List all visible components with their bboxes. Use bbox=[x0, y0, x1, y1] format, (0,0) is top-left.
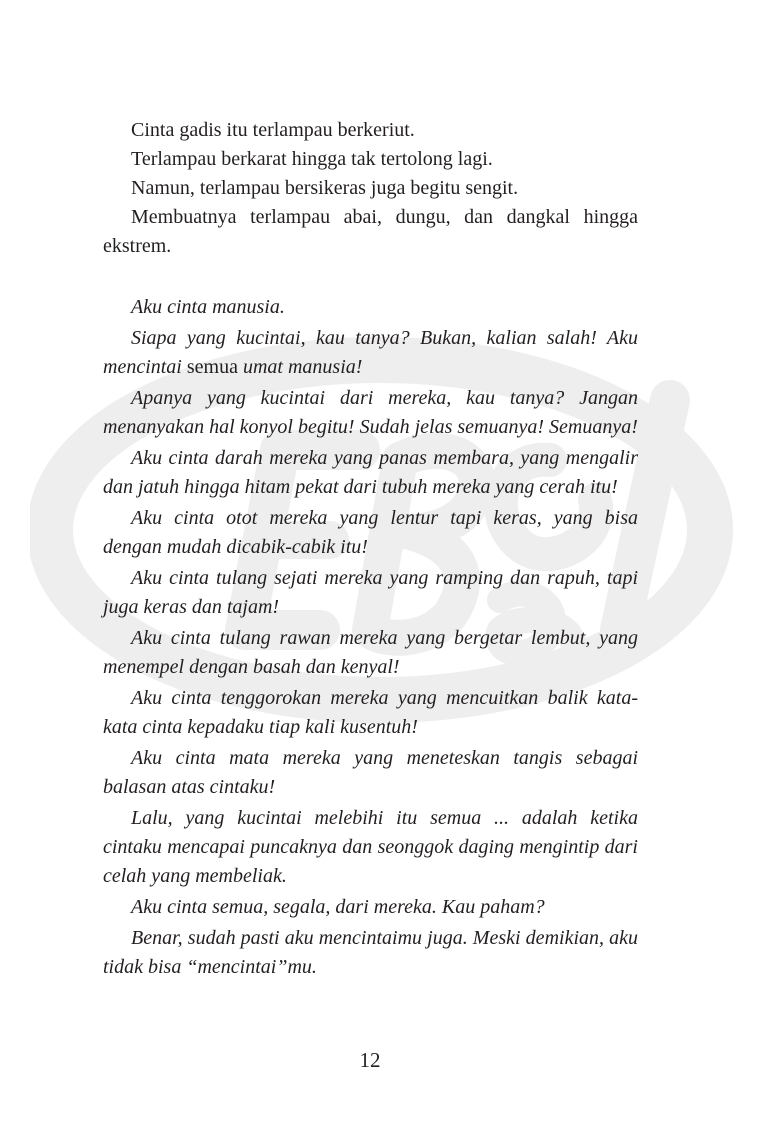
monologue-paragraph: Aku cinta manusia. bbox=[131, 296, 285, 318]
intro-paragraph: Namun, terlampau bersikeras juga begitu sengit. bbox=[131, 177, 519, 199]
monologue-paragraph: Aku cinta otot mereka yang lentur tapi keras, yang bisa dengan mudah dicabik-cabik itu! bbox=[103, 507, 638, 558]
monologue-upright-word: semua bbox=[181, 356, 243, 378]
intro-paragraph: Membuatnya terlampau abai, dungu, dan dangkal hingga ekstrem. bbox=[103, 206, 638, 257]
monologue-paragraph: Aku cinta semua, segala, dari mereka. Kau paham? bbox=[131, 896, 545, 918]
monologue-paragraph: Aku cinta mata mereka yang meneteskan tangis sebagai balasan atas cintaku! bbox=[103, 747, 638, 798]
monologue-paragraph: Benar, sudah pasti aku mencintaimu juga. Meski demikian, aku tidak bisa “mencintai”mu. bbox=[103, 927, 638, 978]
monologue-paragraph: Aku cinta tenggorokan mereka yang mencuitkan balik kata-kata cinta kepadaku tiap kali kusentuh! bbox=[103, 687, 638, 738]
intro-section bbox=[103, 116, 638, 261]
monologue-paragraph bbox=[103, 324, 638, 382]
intro-paragraph: Terlampau berkarat hingga tak tertolong lagi. bbox=[131, 148, 493, 170]
monologue-paragraph: Aku cinta darah mereka yang panas membara, yang mengalir dan jatuh hingga hitam pekat dari tubuh mereka yang cerah itu! bbox=[103, 447, 638, 498]
monologue-text: umat manusia! bbox=[242, 356, 363, 378]
monologue-paragraph: Aku cinta tulang rawan mereka yang bergetar lembut, yang menempel dengan basah dan kenyal! bbox=[103, 627, 638, 678]
intro-paragraph: Cinta gadis itu terlampau berkeriut. bbox=[131, 119, 415, 141]
page-number: 12 bbox=[359, 1048, 381, 1072]
monologue-paragraph: Lalu, yang kucintai melebihi itu semua ... adalah ketika cintaku mencapai puncaknya dan seonggok daging mengintip dari celah yang membeliak. bbox=[103, 807, 638, 887]
monologue-paragraph: Apanya yang kucintai dari mereka, kau tanya? Jangan menanyakan hal konyol begitu! Sudah jelas semuanya! Semuanya! bbox=[103, 387, 638, 438]
monologue-text: Siapa yang kucintai, kau tanya? Bukan, kalian salah! Aku mencintai bbox=[103, 327, 638, 378]
monologue-section bbox=[103, 293, 638, 982]
monologue-paragraph: Aku cinta tulang sejati mereka yang ramping dan rapuh, tapi juga keras dan tajam! bbox=[103, 567, 638, 618]
